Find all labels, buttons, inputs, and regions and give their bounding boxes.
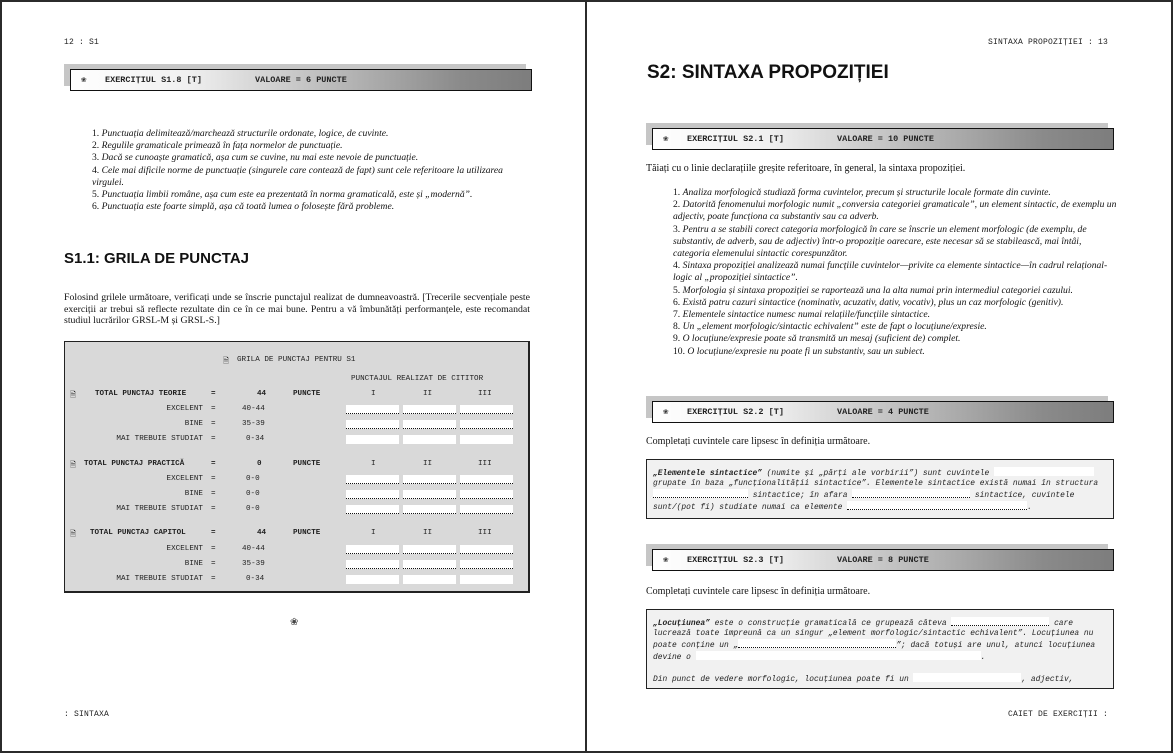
group-total: 44 [257, 529, 267, 537]
exercise-banner-s2-2 [646, 396, 1114, 424]
score-input[interactable] [403, 435, 456, 444]
exercise-title: EXERCIȚIUL S2.3 [T] [687, 555, 784, 565]
exercise-instruction: Completați cuvintele care lipsesc în definiția următoare. [646, 586, 871, 597]
score-input[interactable] [460, 475, 513, 484]
statement-item[interactable]: 5. Morfologia și sintaxa propoziției se raportează una la alta numai prin intermediul categoriei cazului. [673, 284, 1073, 296]
level-range: 0-0 [246, 490, 260, 498]
level-range: 40-44 [242, 545, 265, 553]
level-range: 0-34 [246, 575, 265, 583]
level-label: EXCELENT [166, 475, 203, 483]
score-input[interactable] [403, 405, 456, 414]
score-input[interactable] [403, 560, 456, 569]
statement-item[interactable]: 6. Punctuația este foarte simplă, așa că toată lumea o folosește fără probleme. [92, 201, 395, 213]
section-intro: Folosind grilele următoare, verificați unde se înscrie punctajul realizat de dumneavoastră. [Trecerile secvențiale peste exerciții ar trebui să reflecte rezultate din ce în ce mai bune. Pentru a vă îmbunătăți performanțele, este recomandat studiul lucrărilor GRSL-M și GRSL-S.] [64, 292, 530, 326]
score-grid [64, 341, 530, 593]
equals-sign: = [211, 390, 216, 398]
definition-text: Din punct de vedere morfologic, locuțiunea poate fi un [653, 675, 914, 684]
group-label: TOTAL PUNCTAJ CAPITOL [90, 529, 186, 537]
score-input[interactable] [460, 435, 513, 444]
document-icon: 🗎 [70, 462, 77, 470]
banner-bar [652, 549, 1114, 571]
definition-text: ”; dacă totuși are unul, atunci locuțiunea devine o [653, 641, 1096, 662]
document-icon: 🗎 [70, 531, 77, 539]
column-header: III [478, 460, 492, 468]
score-input[interactable] [346, 575, 399, 584]
unit-label: PUNCTE [293, 529, 321, 537]
blank-input[interactable] [847, 501, 1027, 510]
document-icon: 🗎 [223, 358, 230, 366]
running-head-right: SINTAXA PROPOZIȚIEI : 13 [987, 38, 1108, 47]
unit-label: PUNCTE [293, 390, 321, 398]
equals-sign: = [211, 435, 216, 443]
statement-item[interactable]: 4. Sintaxa propoziției analizează numai funcțiile cuvintelor—privite ca elemente sintactice—în cadrul relațional-logic al „propoziției sintactice”. [673, 260, 1108, 284]
level-range: 35-39 [242, 560, 265, 568]
score-input[interactable] [403, 475, 456, 484]
definition-text: , adjectiv, [1021, 675, 1074, 684]
reader-score-header: PUNCTAJUL REALIZAT DE CITITOR [351, 375, 484, 383]
level-label: MAI TREBUIE STUDIAT [116, 505, 203, 513]
level-range: 0-34 [246, 435, 265, 443]
score-input[interactable] [346, 545, 399, 554]
level-range: 0-0 [246, 505, 260, 513]
statement-item[interactable]: 2. Datorită fenomenului morfologic numit „conversia categoriei gramaticale”, un element sintactic, de exemplu un adjectiv, poate funcționa ca substantiv sau ca adverb. [673, 199, 1117, 223]
banner-bar [70, 69, 532, 91]
end-of-section-icon: ❀ [290, 617, 299, 628]
level-range: 40-44 [242, 405, 265, 413]
defined-term: „Elementele sintactice” [653, 469, 762, 478]
statement-list [92, 128, 532, 213]
spacer [653, 663, 1107, 673]
grid-title: GRILA DE PUNCTAJ PENTRU S1 [237, 356, 356, 364]
right-page [587, 0, 1171, 753]
equals-sign: = [211, 460, 216, 468]
chapter-title: S2: SINTAXA PROPOZIȚIEI [647, 62, 889, 83]
definition-text: . [1027, 503, 1032, 512]
statement-item[interactable]: 2. Regulile gramaticale primează în fața normelor de punctuație. [92, 140, 343, 152]
exercise-title: EXERCIȚIUL S1.8 [T] [105, 75, 202, 85]
definition-text: . [980, 653, 986, 662]
equals-sign: = [211, 505, 216, 513]
running-head-left: 12 : S1 [64, 38, 100, 47]
group-total: 44 [257, 390, 267, 398]
column-header: III [478, 529, 492, 537]
level-label: EXCELENT [166, 405, 203, 413]
level-label: MAI TREBUIE STUDIAT [116, 575, 203, 583]
group-label: TOTAL PUNCTAJ TEORIE [95, 390, 187, 398]
statement-item[interactable]: 1. Punctuația delimitează/marchează structurile ordonate, logice, de cuvinte. [92, 128, 389, 139]
fill-in-definition-box [646, 459, 1114, 519]
fill-in-definition-box [646, 609, 1114, 689]
banner-bar [652, 401, 1114, 423]
column-header: III [478, 390, 492, 398]
score-input[interactable] [460, 490, 513, 499]
definition-text: este o construcție gramaticală ce grupează câteva [709, 619, 952, 628]
score-input[interactable] [346, 475, 399, 484]
score-input[interactable] [346, 405, 399, 414]
statement-item[interactable]: 4. Cele mai dificile norme de punctuație (singurele care contează de fapt) sunt cele referitoare la utilizarea virgulei. [92, 164, 503, 188]
definition-text: grupate în baza „funcționalității sintactice”. Elementele sintactice există numai în structura [653, 479, 1099, 488]
blank-input[interactable] [738, 639, 896, 648]
banner-bar [652, 128, 1114, 150]
group-label: TOTAL PUNCTAJ PRACTICĂ [84, 460, 185, 468]
column-header: I [371, 460, 376, 468]
exercise-value: VALOARE = 8 PUNCTE [837, 555, 929, 565]
level-label: BINE [184, 490, 203, 498]
level-label: BINE [184, 420, 203, 428]
statement-item[interactable]: 9. O locuțiune/expresie poate să transmită un mesaj (suficient de) complet. [673, 333, 961, 345]
statement-item[interactable]: 5. Punctuația limbii române, așa cum este ea prezentată în norma gramaticală, este și „modernă”. [92, 189, 473, 201]
column-header: I [371, 390, 376, 398]
left-page [2, 0, 585, 753]
score-input[interactable] [346, 420, 399, 429]
column-header: II [423, 529, 433, 537]
exercise-title: EXERCIȚIUL S2.2 [T] [687, 407, 784, 417]
exercise-value: VALOARE = 6 PUNCTE [255, 75, 347, 85]
score-input[interactable] [460, 505, 513, 514]
brain-icon: ❀ [663, 555, 669, 565]
equals-sign: = [211, 490, 216, 498]
statement-item[interactable]: 3. Pentru a se stabili corect categoria morfologică în care se înscrie un element morfologic (de exemplu, de substantiv, de adverb, sau de adjectiv) într-o propoziție oarecare, este necesar să se stabilească, mai întâi, categoria elemenului sintactic corespunzător. [673, 223, 1087, 260]
document-icon: 🗎 [70, 392, 77, 400]
score-input[interactable] [460, 405, 513, 414]
exercise-instruction: Completați cuvintele care lipsesc în definiția următoare. [646, 436, 871, 447]
score-input[interactable] [403, 420, 456, 429]
score-input[interactable] [346, 505, 399, 514]
group-total: 0 [257, 460, 262, 468]
definition-text: care lucrează toate împreună ca un singur „element morfologic/sintactic echivalent”. Locuțiunea nu poate conține un „ [653, 619, 1094, 650]
score-input[interactable] [460, 545, 513, 554]
definition-text: (numite și „părți ale vorbirii”) sunt cuvintele [761, 469, 994, 478]
score-input[interactable] [460, 575, 513, 584]
column-header: II [423, 460, 433, 468]
statement-item[interactable]: 10. O locuțiune/expresie nu poate fi un substantiv, sau un subiect. [673, 345, 925, 357]
level-range: 35-39 [242, 420, 265, 428]
exercise-value: VALOARE = 10 PUNCTE [837, 134, 934, 144]
unit-label: PUNCTE [293, 460, 321, 468]
exercise-instruction: Tăiați cu o linie declarațiile greșite referitoare, în general, la sintaxa propoziției. [646, 163, 966, 174]
level-label: EXCELENT [166, 545, 203, 553]
column-header: I [371, 529, 376, 537]
score-input[interactable] [346, 435, 399, 444]
brain-icon: ❀ [663, 134, 669, 144]
section-title: S1.1: GRILA DE PUNCTAJ [64, 250, 250, 267]
statement-item[interactable]: 1. Analiza morfologică studiază forma cuvintelor, precum și structurile locale formate din cuvinte. [673, 187, 1051, 198]
definition-text: sintactice, cuvintele sunt/(pot fi) studiate numai ca elemente [653, 491, 1075, 512]
exercise-banner-s2-3 [646, 544, 1114, 572]
equals-sign: = [211, 560, 216, 568]
equals-sign: = [211, 529, 216, 537]
exercise-value: VALOARE = 4 PUNCTE [837, 407, 929, 417]
definition-text: sintactice; în afara [748, 491, 853, 500]
equals-sign: = [211, 545, 216, 553]
statement-item[interactable]: 3. Dacă se cunoaște gramatică, așa cum se cuvine, nu mai este nevoie de punctuație. [92, 152, 419, 164]
equals-sign: = [211, 475, 216, 483]
blank-input[interactable] [951, 617, 1049, 626]
statement-item[interactable]: 7. Elementele sintactice numesc numai relațiile/funcțiile sintactice. [673, 309, 931, 321]
statement-item[interactable]: 8. Un „element morfologic/sintactic echivalent” este de fapt o locuțiune/expresie. [673, 321, 987, 333]
column-header: II [423, 390, 433, 398]
equals-sign: = [211, 575, 216, 583]
score-input[interactable] [403, 545, 456, 554]
exercise-title: EXERCIȚIUL S2.1 [T] [687, 134, 784, 144]
score-input[interactable] [346, 560, 399, 569]
defined-term: „Locuțiunea” [653, 619, 710, 628]
brain-icon: ❀ [663, 407, 669, 417]
exercise-banner-s2-1 [646, 123, 1114, 151]
statement-list [673, 187, 1118, 358]
exercise-banner-s1-8 [64, 64, 532, 92]
blank-input[interactable] [852, 489, 970, 498]
blank-input[interactable] [913, 673, 1021, 682]
blank-input[interactable] [653, 489, 748, 498]
score-input[interactable] [403, 490, 456, 499]
brain-icon: ❀ [81, 75, 87, 85]
footer-left: : SINTAXA [64, 710, 110, 719]
blank-input[interactable] [994, 467, 1094, 476]
blank-input[interactable] [696, 651, 981, 660]
score-input[interactable] [346, 490, 399, 499]
equals-sign: = [211, 405, 216, 413]
score-input[interactable] [460, 420, 513, 429]
level-range: 0-0 [246, 475, 260, 483]
level-label: MAI TREBUIE STUDIAT [116, 435, 203, 443]
equals-sign: = [211, 420, 216, 428]
footer-right: CAIET DE EXERCIȚII : [1007, 710, 1108, 719]
statement-item[interactable]: 6. Există patru cazuri sintactice (nominativ, acuzativ, dativ, vocativ), plus un caz morfologic (genitiv). [673, 296, 1064, 308]
score-input[interactable] [403, 575, 456, 584]
score-input[interactable] [403, 505, 456, 514]
level-label: BINE [184, 560, 203, 568]
score-input[interactable] [460, 560, 513, 569]
